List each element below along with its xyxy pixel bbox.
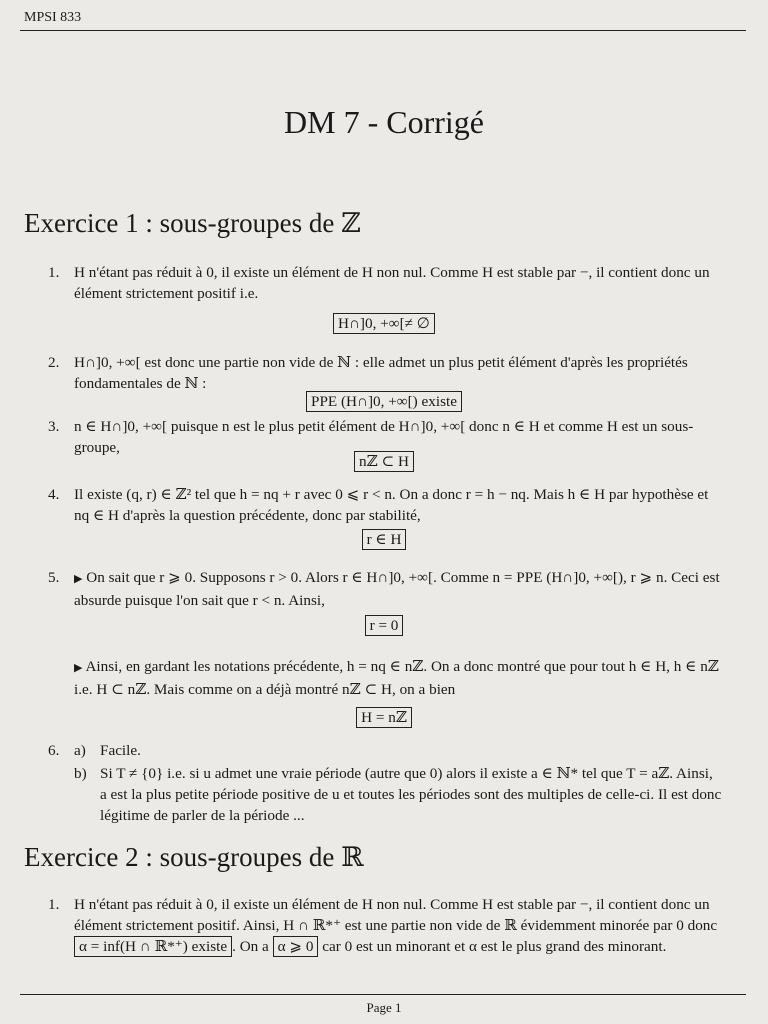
question-number: 2. [48, 354, 60, 371]
boxed-result: nℤ ⊂ H [354, 451, 414, 472]
ex1-q5-result [0, 615, 768, 636]
question-number: 3. [48, 418, 60, 435]
page-title: DM 7 - Corrigé [284, 104, 484, 140]
triangle-bullet-icon: ▶ [74, 662, 83, 674]
boxed-result: r = 0 [365, 615, 404, 636]
ex1-q4-result [0, 529, 768, 550]
question-text: H n'étant pas réduit à 0, il existe un élément de H non nul. Comme H est stable par −, il contient donc un élément strictement positif. Ainsi, H ∩ ℝ*⁺ est une partie non vide de ℝ évidemment minorée par 0 donc [74, 896, 718, 934]
boxed-result: PPE (H∩]0, +∞[) existe [306, 391, 462, 412]
ex1-q3-result [0, 451, 768, 472]
part-text: Si T ≠ {0} i.e. si u admet une vraie période (autre que 0) alors il existe a ∈ ℕ* tel que T = aℤ. Ainsi, a est la plus petite période positive de u et toutes les périodes sont des multiples de celle-ci. Il est donc légitime de parler de la période ... [100, 765, 722, 824]
ex1-question-2 [48, 352, 722, 394]
boxed-result: α = inf(H ∩ ℝ*⁺) existe [74, 936, 232, 957]
ex1-q5-result-2 [0, 707, 768, 728]
boxed-result: H∩]0, +∞[≠ ∅ [333, 313, 435, 334]
question-number: 5. [48, 569, 60, 586]
question-number: 4. [48, 486, 60, 503]
exercise-2-heading: Exercice 2 : sous-groupes de ℝ [24, 842, 364, 872]
question-text: Ainsi, en gardant les notations précédente, h = nq ∈ nℤ. On a donc montré que pour tout h ∈ H, h ∈ nℤ i.e. H ⊂ nℤ. Mais comme on a déjà montré nℤ ⊂ H, on a bien [74, 658, 719, 698]
exercise-1-heading: Exercice 1 : sous-groupes de ℤ [24, 208, 361, 238]
question-number: 1. [48, 264, 60, 281]
ex1-q6-part-b [74, 763, 722, 826]
ex1-question-1 [48, 262, 722, 304]
question-number: 6. [48, 742, 60, 759]
question-number: 1. [48, 896, 60, 913]
ex1-q6-part-a [74, 740, 722, 761]
part-label: a) [74, 742, 86, 759]
ex1-question-4 [48, 484, 722, 526]
question-text: On sait que r ⩾ 0. Supposons r > 0. Alors r ∈ H∩]0, +∞[. Comme n = PPE (H∩]0, +∞[), r ⩾ n. Ceci est absurde puisque l'on sait que r < n. Ainsi, [74, 569, 720, 609]
ex1-question-5 [48, 567, 722, 611]
question-text: H n'étant pas réduit à 0, il existe un élément de H non nul. Comme H est stable par −, il contient donc un élément strictement positif i.e. [74, 264, 710, 302]
part-text: Facile. [100, 742, 141, 759]
question-text: H∩]0, +∞[ est donc une partie non vide de ℕ : elle admet un plus petit élément d'après les propriétés fondamentales de ℕ : [74, 354, 688, 392]
page-number: Page 1 [366, 1000, 402, 1015]
question-text: car 0 est un minorant et α est le plus grand des minorant. [322, 938, 667, 955]
part-label: b) [74, 765, 87, 782]
header-rule [20, 30, 746, 31]
ex1-question-5-continued [48, 656, 722, 700]
ex1-q2-result [0, 391, 768, 412]
boxed-result: r ∈ H [362, 529, 407, 550]
question-text: . On a [232, 938, 269, 955]
boxed-result: α ⩾ 0 [273, 936, 319, 957]
triangle-bullet-icon: ▶ [74, 573, 83, 585]
boxed-result: H = nℤ [356, 707, 412, 728]
course-header: MPSI 833 [24, 10, 82, 25]
ex1-q1-result [0, 313, 768, 334]
ex2-question-1 [48, 894, 722, 957]
question-text: n ∈ H∩]0, +∞[ puisque n est le plus petit élément de H∩]0, +∞[ donc n ∈ H et comme H est un sous-groupe, [74, 418, 694, 456]
footer-rule [20, 994, 746, 995]
question-text: Il existe (q, r) ∈ ℤ² tel que h = nq + r avec 0 ⩽ r < n. On a donc r = h − nq. Mais h ∈ H par hypothèse et nq ∈ H d'après la question précédente, donc par stabilité, [74, 486, 709, 524]
